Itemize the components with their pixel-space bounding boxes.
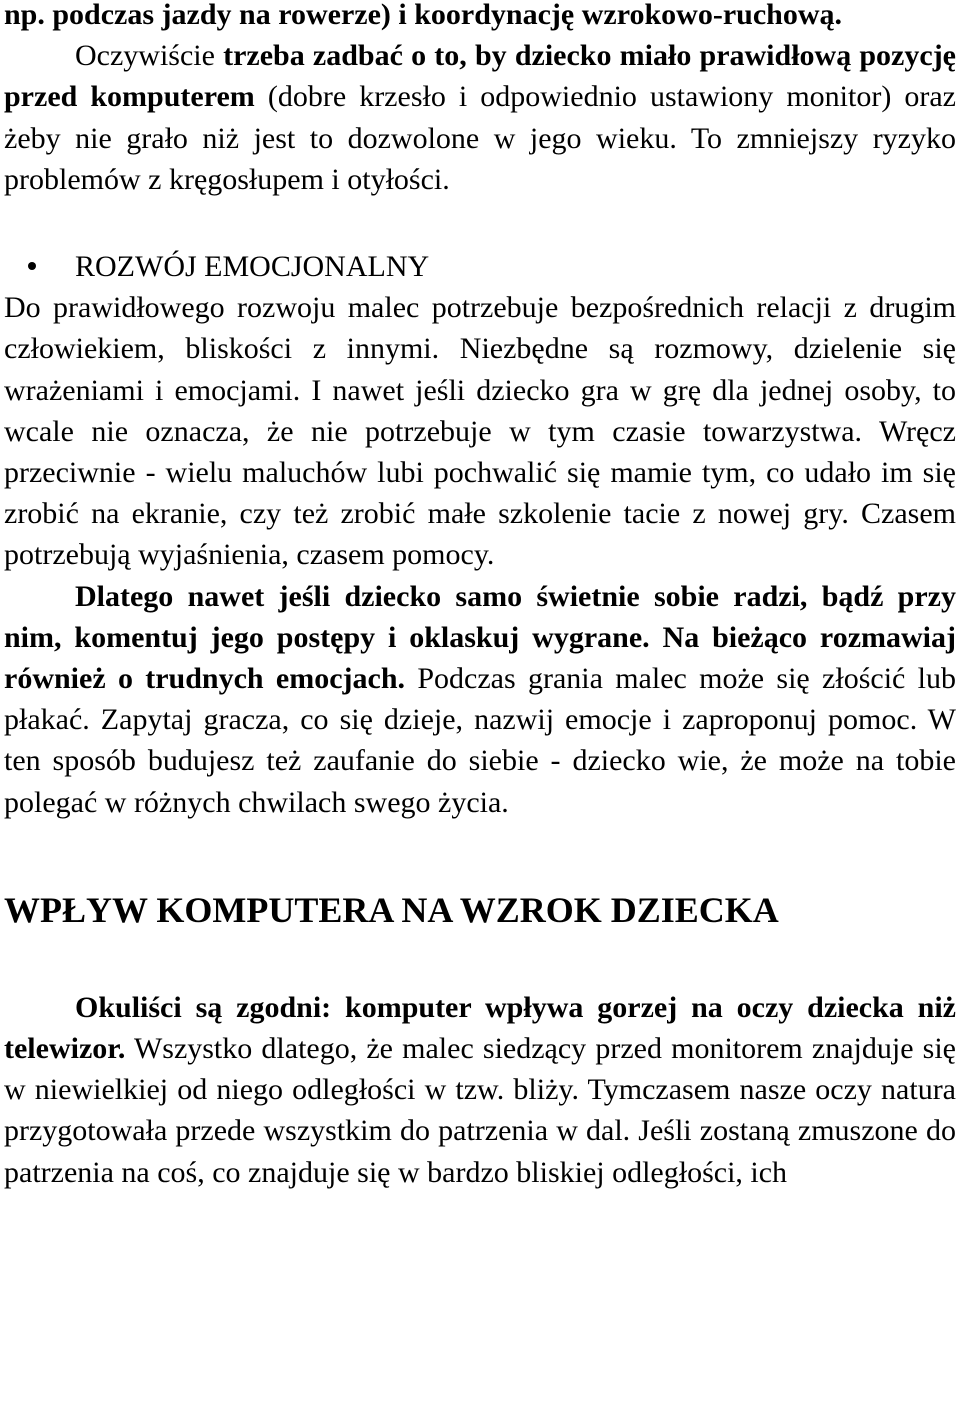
paragraph-emotional-development: [4, 287, 956, 575]
position-bold-text: trzeba zadbać o to, by dziecko miało prawidłową pozycję przed komputerem: [4, 39, 956, 114]
document-page: [4, 0, 956, 1193]
position-text-start: Oczywiście: [75, 39, 224, 73]
emotional-heading-text: ROZWÓJ EMOCJONALNY: [75, 250, 430, 284]
emotional-text: Do prawidłowego rozwoju malec potrzebuje bezpośrednich relacji z drugim człowiekiem, bliskości z innymi. Niezbędne są rozmowy, dzielenie się wrażeniami i emocjami. I nawet jeśli dziecko gra w grę dla jednej osoby, to wcale nie oznacza, że nie potrzebuje w tym czasie towarzystwa. Wręcz przeciwnie - wielu maluchów lubi pochwalić się mamie tym, co udało im się zrobić na ekranie, czy też zrobić małe szkolenie tacie z nowej gry. Czasem potrzebują wyjaśnienia, czasem pomocy.: [4, 291, 956, 572]
vision-bold-text: Okuliści są zgodni: komputer wpływa gorzej na oczy dziecka niż telewizor.: [4, 990, 956, 1066]
position-text-end: (dobre krzesło i odpowiednio ustawiony monitor) oraz żeby nie grało niż jest to dozwolone w jego wieku. To zmniejszy ryzyko problemów z kręgosłupem i otyłości.: [4, 80, 956, 196]
paragraph-vision: [4, 987, 956, 1193]
emotional-development-heading: [4, 246, 956, 287]
paragraph-computer-position: [4, 35, 956, 200]
section-title: WPŁYW KOMPUTERA NA WZROK DZIECKA: [4, 889, 779, 930]
vision-text: Wszystko dlatego, że malec siedzący przed monitorem znajduje się w niewielkiej od niego odległości w tzw. bliży. Tymczasem nasze oczy natura przygotowała przede wszystkim do patrzenia w dal. Jeśli zostaną zmuszone do patrzenia na coś, co znajduje się w bardzo bliskiej odległości, ich: [4, 1032, 956, 1189]
support-text: Podczas grania malec może się złościć lub płakać. Zapytaj gracza, co się dzieje, nazwij emocje i zaproponuj pomoc. W ten sposób budujesz też zaufanie do siebie - dziecko wie, że może na tobie polegać w różnych chwilach swego życia.: [4, 662, 956, 819]
paragraph-support: [4, 576, 956, 823]
continuation-bold-text: np. podczas jazdy na rowerze) i koordynację wzrokowo-ruchową.: [4, 0, 842, 31]
support-bold-text: Dlatego nawet jeśli dziecko samo świetnie sobie radzi, bądź przy nim, komentuj jego postępy i oklaskuj wygrane. Na bieżąco rozmawiaj również o trudnych emocjach.: [4, 579, 956, 696]
paragraph-continuation: [4, 0, 956, 35]
bullet-icon: [28, 262, 36, 270]
